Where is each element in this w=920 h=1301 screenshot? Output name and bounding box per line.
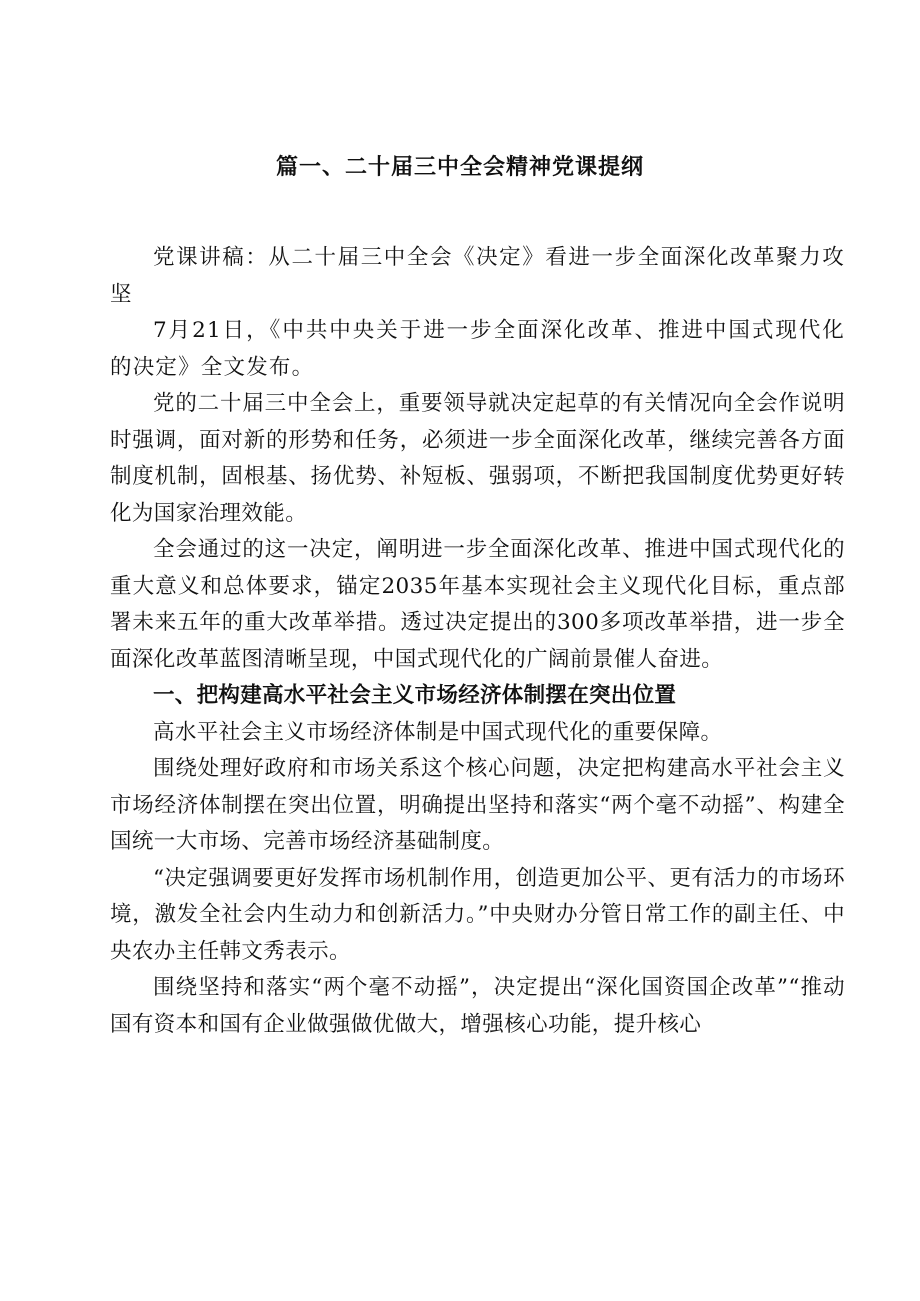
paragraph-publication: 7月21日，《中共中央关于进一步全面深化改革、推进中国式现代化的决定》全文发布。 [110, 318, 845, 380]
paragraph-state-enterprise-reform: 围绕坚持和落实“两个毫不动摇”，决定提出“深化国资国企改革”“推动国有资本和国有企业做强做优做大，增强核心功能，提升核心 [110, 975, 845, 1037]
paragraph-market-economy: 高水平社会主义市场经济体制是中国式现代化的重要保障。 [153, 719, 723, 745]
paragraph-quote-han-wenxiu: “决定强调要更好发挥市场机制作用，创造更加公平、更有活力的市场环境，激发全社会内生动力和创新活力。”中央财办分管日常工作的副主任、中央农办主任韩文秀表示。 [110, 865, 845, 964]
paragraph-lecture-title: 党课讲稿：从二十届三中全会《决定》看进一步全面深化改革聚力攻坚 [110, 245, 845, 307]
document-title: 篇一、二十届三中全会精神党课提纲 [275, 155, 644, 180]
paragraph-decision-overview: 全会通过的这一决定，阐明进一步全面深化改革、推进中国式现代化的重大意义和总体要求，锚定2035年基本实现社会主义现代化目标，重点部署未来五年的重大改革举措。透过决定提出的300多项改革举措，进一步全面深化改革蓝图清晰呈现，中国式现代化的广阔前景催人奋进。 [110, 537, 845, 672]
paragraph-plenary-session: 党的二十届三中全会上，重要领导就决定起草的有关情况向全会作说明时强调，面对新的形势和任务，必须进一步全面深化改革，继续完善各方面制度机制，固根基、扬优势、补短板、强弱项，不断把我国制度优势更好转化为国家治理效能。 [110, 391, 845, 526]
section-heading: 一、把构建高水平社会主义市场经济体制摆在突出位置 [153, 683, 677, 708]
paragraph-government-market: 围绕处理好政府和市场关系这个核心问题，决定把构建高水平社会主义市场经济体制摆在突出位置，明确提出坚持和落实“两个毫不动摇”、构建全国统一大市场、完善市场经济基础制度。 [110, 756, 845, 854]
document-body [110, 240, 845, 1043]
